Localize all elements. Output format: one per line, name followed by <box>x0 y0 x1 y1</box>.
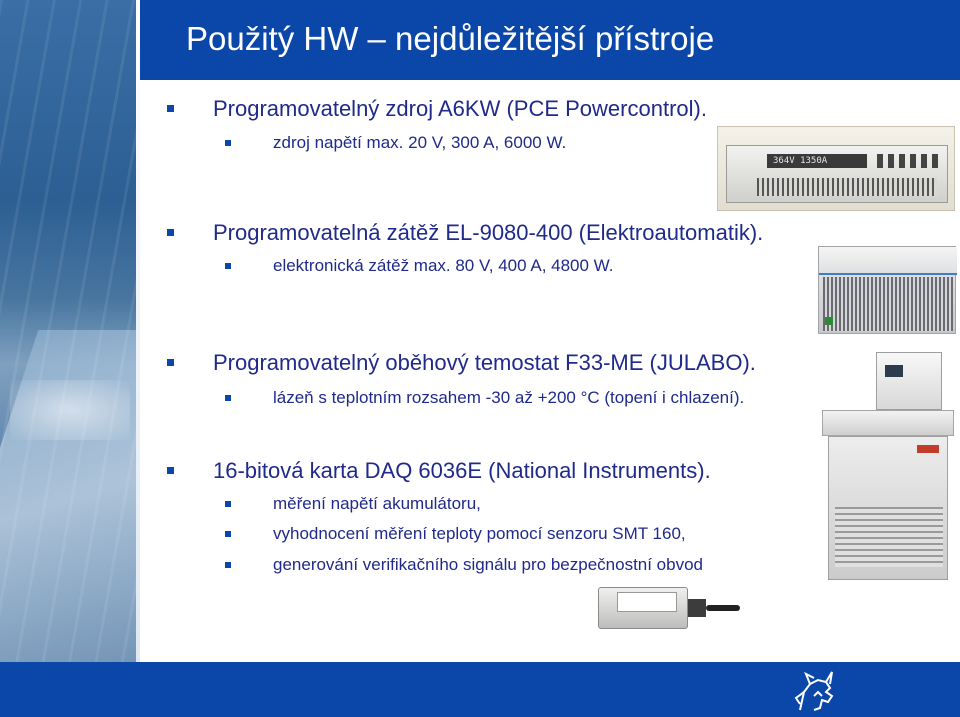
bullet-square-icon <box>225 140 231 146</box>
sub-item <box>273 524 686 544</box>
bullet-item-daq-card <box>213 458 711 484</box>
sub-item <box>273 494 481 514</box>
bullet-text: 16-bitová karta DAQ 6036E (National Instruments). <box>213 458 711 483</box>
bullet-square-icon <box>225 562 231 568</box>
bullet-square-icon <box>225 531 231 537</box>
sub-item-text: elektronická zátěž max. 80 V, 400 A, 4800 W. <box>273 256 614 275</box>
bullet-square-icon <box>167 467 174 474</box>
sub-item-text: lázeň s teplotním rozsahem -30 až +200 °C (topení i chlazení). <box>273 388 745 407</box>
bullet-text: Programovatelná zátěž EL-9080-400 (Elektroautomatik). <box>213 220 764 245</box>
slide-title: Použitý HW – nejdůležitější přístroje <box>186 20 715 57</box>
bullet-square-icon <box>167 229 174 236</box>
sub-item <box>273 555 703 575</box>
bullet-square-icon <box>225 263 231 269</box>
bullet-item-electronic-load <box>213 220 763 246</box>
bullet-square-icon <box>167 105 174 112</box>
sub-item-text: měření napětí akumulátoru, <box>273 494 481 513</box>
sub-item <box>273 133 566 153</box>
bullet-square-icon <box>225 501 231 507</box>
daq-card-image <box>598 583 740 633</box>
university-lion-logo-icon <box>770 662 860 717</box>
side-divider <box>136 0 140 662</box>
thermostat-image <box>818 352 958 582</box>
bullet-text: Programovatelný zdroj A6KW (PCE Powercontrol). <box>213 96 707 121</box>
sub-item <box>273 256 614 276</box>
bullet-square-icon <box>167 359 174 366</box>
sub-item-text: vyhodnocení měření teploty pomocí senzoru SMT 160, <box>273 524 686 543</box>
bullet-square-icon <box>225 395 231 401</box>
sub-item-text: generování verifikačního signálu pro bezpečnostní obvod <box>273 555 704 574</box>
sub-item <box>273 388 744 408</box>
electronic-load-image <box>818 246 956 334</box>
bullet-text: Programovatelný oběhový temostat F33-ME (JULABO). <box>213 350 756 375</box>
power-supply-image <box>717 126 955 211</box>
side-photo-highway <box>0 0 136 662</box>
bullet-item-thermostat <box>213 350 756 376</box>
psu-display: 364V 1350A <box>767 154 867 168</box>
sub-item-text: zdroj napětí max. 20 V, 300 A, 6000 W. <box>273 133 567 152</box>
bullet-item-power-supply <box>213 96 707 122</box>
